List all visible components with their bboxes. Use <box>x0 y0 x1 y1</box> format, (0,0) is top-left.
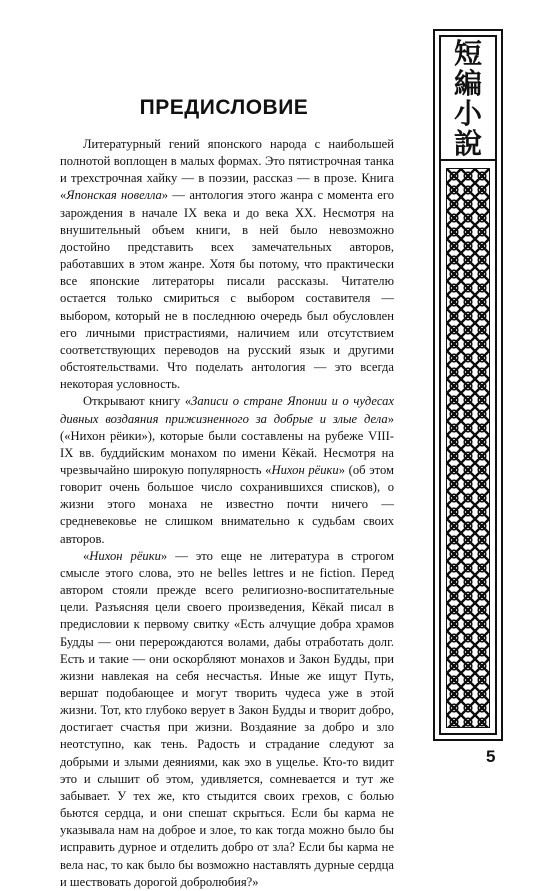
kanji-char-1: 短 <box>453 37 482 70</box>
side-banner-frame <box>439 35 497 735</box>
paragraph-3 <box>60 548 394 891</box>
text-segment: » (об этом говорит очень большое число сохранившихся списков), о жизни этого монаха не известно почти ничего — средневековье не слишком внимательно к судьбам своих авторов. <box>60 462 395 546</box>
page-heading: ПРЕДИСЛОВИЕ <box>139 96 309 119</box>
page-number: 5 <box>486 747 496 766</box>
text-segment: Литературный гений японского народа с наибольшей полнотой воплощен в малых формах. Это пятистрочная танка и трехстрочная хайку — в поэзии, рассказ — в прозе. Книга « <box>60 137 394 203</box>
body-text <box>60 136 394 891</box>
paragraph-2 <box>60 393 394 547</box>
text-segment: Открывают книгу « <box>83 394 192 409</box>
text-segment: » («Нихон рёики»), которые были составлены на рубеже VIII-IX вв. буддийским монахом по имени Кёкай. Несмотря на чрезвычайно широкую популярность « <box>60 411 394 477</box>
ornamental-pattern <box>446 168 490 728</box>
kanji-title-block <box>441 37 495 161</box>
text-segment: « <box>83 548 90 563</box>
italic-segment: Нихон рёики <box>89 548 161 563</box>
text-segment: » — антология этого жанра с момента его зарождения в начале IX века и до века XX. Несмотря на внушительный объем книги, в ней было невозможно достойно представить всех замечательных авторов, работавших в этом жанре. Хотя бы потому, что практически все японские литераторы писали рассказы. Читателю остается только смириться с выбором составителя — выбором, который не в последнюю очередь был обусловлен его личными пристрастиями, наличием или отсутствием соответствующих переводов на русский язык и другими обстоятельствами. Что поделать антология — это всегда некоторая условность. <box>60 188 394 392</box>
italic-segment: Нихон рёики <box>271 462 339 477</box>
kanji-char-3: 小 <box>453 97 482 130</box>
italic-segment: Записи о стране Японии и о чудесах дивных воздаяния прижизненного за добрые и злые дела <box>60 394 395 426</box>
text-segment: » — это еще не литература в строгом смысле этого слова, это не belles lettres и не fiction. Перед автором стояли прежде всего религиозно-воспитательные цели. Разъясняя цели своего произведения, Кёкай писал в предисловии к первому свитку «Есть алчущие добра храмов Будды — они перерождаются волами, дабы отработать долг. Есть и такие — они оскорбляют монахов и Закон Будды, при жизни навлекая на себя несчастья. Иные же ищут Путь, вершат подобающее и могут творить чудеса уже в этой жизни. Тот, кто глубоко верует в Закон Будды и творит добро, достигает счастья при жизни. Воздаяние за добро и зло неотступно, как тень. Радость и страдание следуют за добрыми и злыми деяниями, как эхо в ущелье. Кто-то видит это и слышит об этом, удивляется, сомневается и тут же забывает. У тех же, кто стыдится своих грехов, с болью бьются сердца, и они спешат скрыться. Если бы карма не указывала нам на доброе и злое, то как тогда можно было бы исправить дурное и отделить добро от зла? Если бы карма не вела нас, то как было бы возможно наставлять дурные сердца и шествовать дорогой добролюбия?» <box>60 548 395 889</box>
kanji-char-2: 編 <box>453 67 482 100</box>
italic-segment: Японская новелла <box>66 188 162 203</box>
side-banner <box>433 29 503 741</box>
paragraph-1 <box>60 136 394 393</box>
kanji-char-4: 說 <box>453 127 482 160</box>
